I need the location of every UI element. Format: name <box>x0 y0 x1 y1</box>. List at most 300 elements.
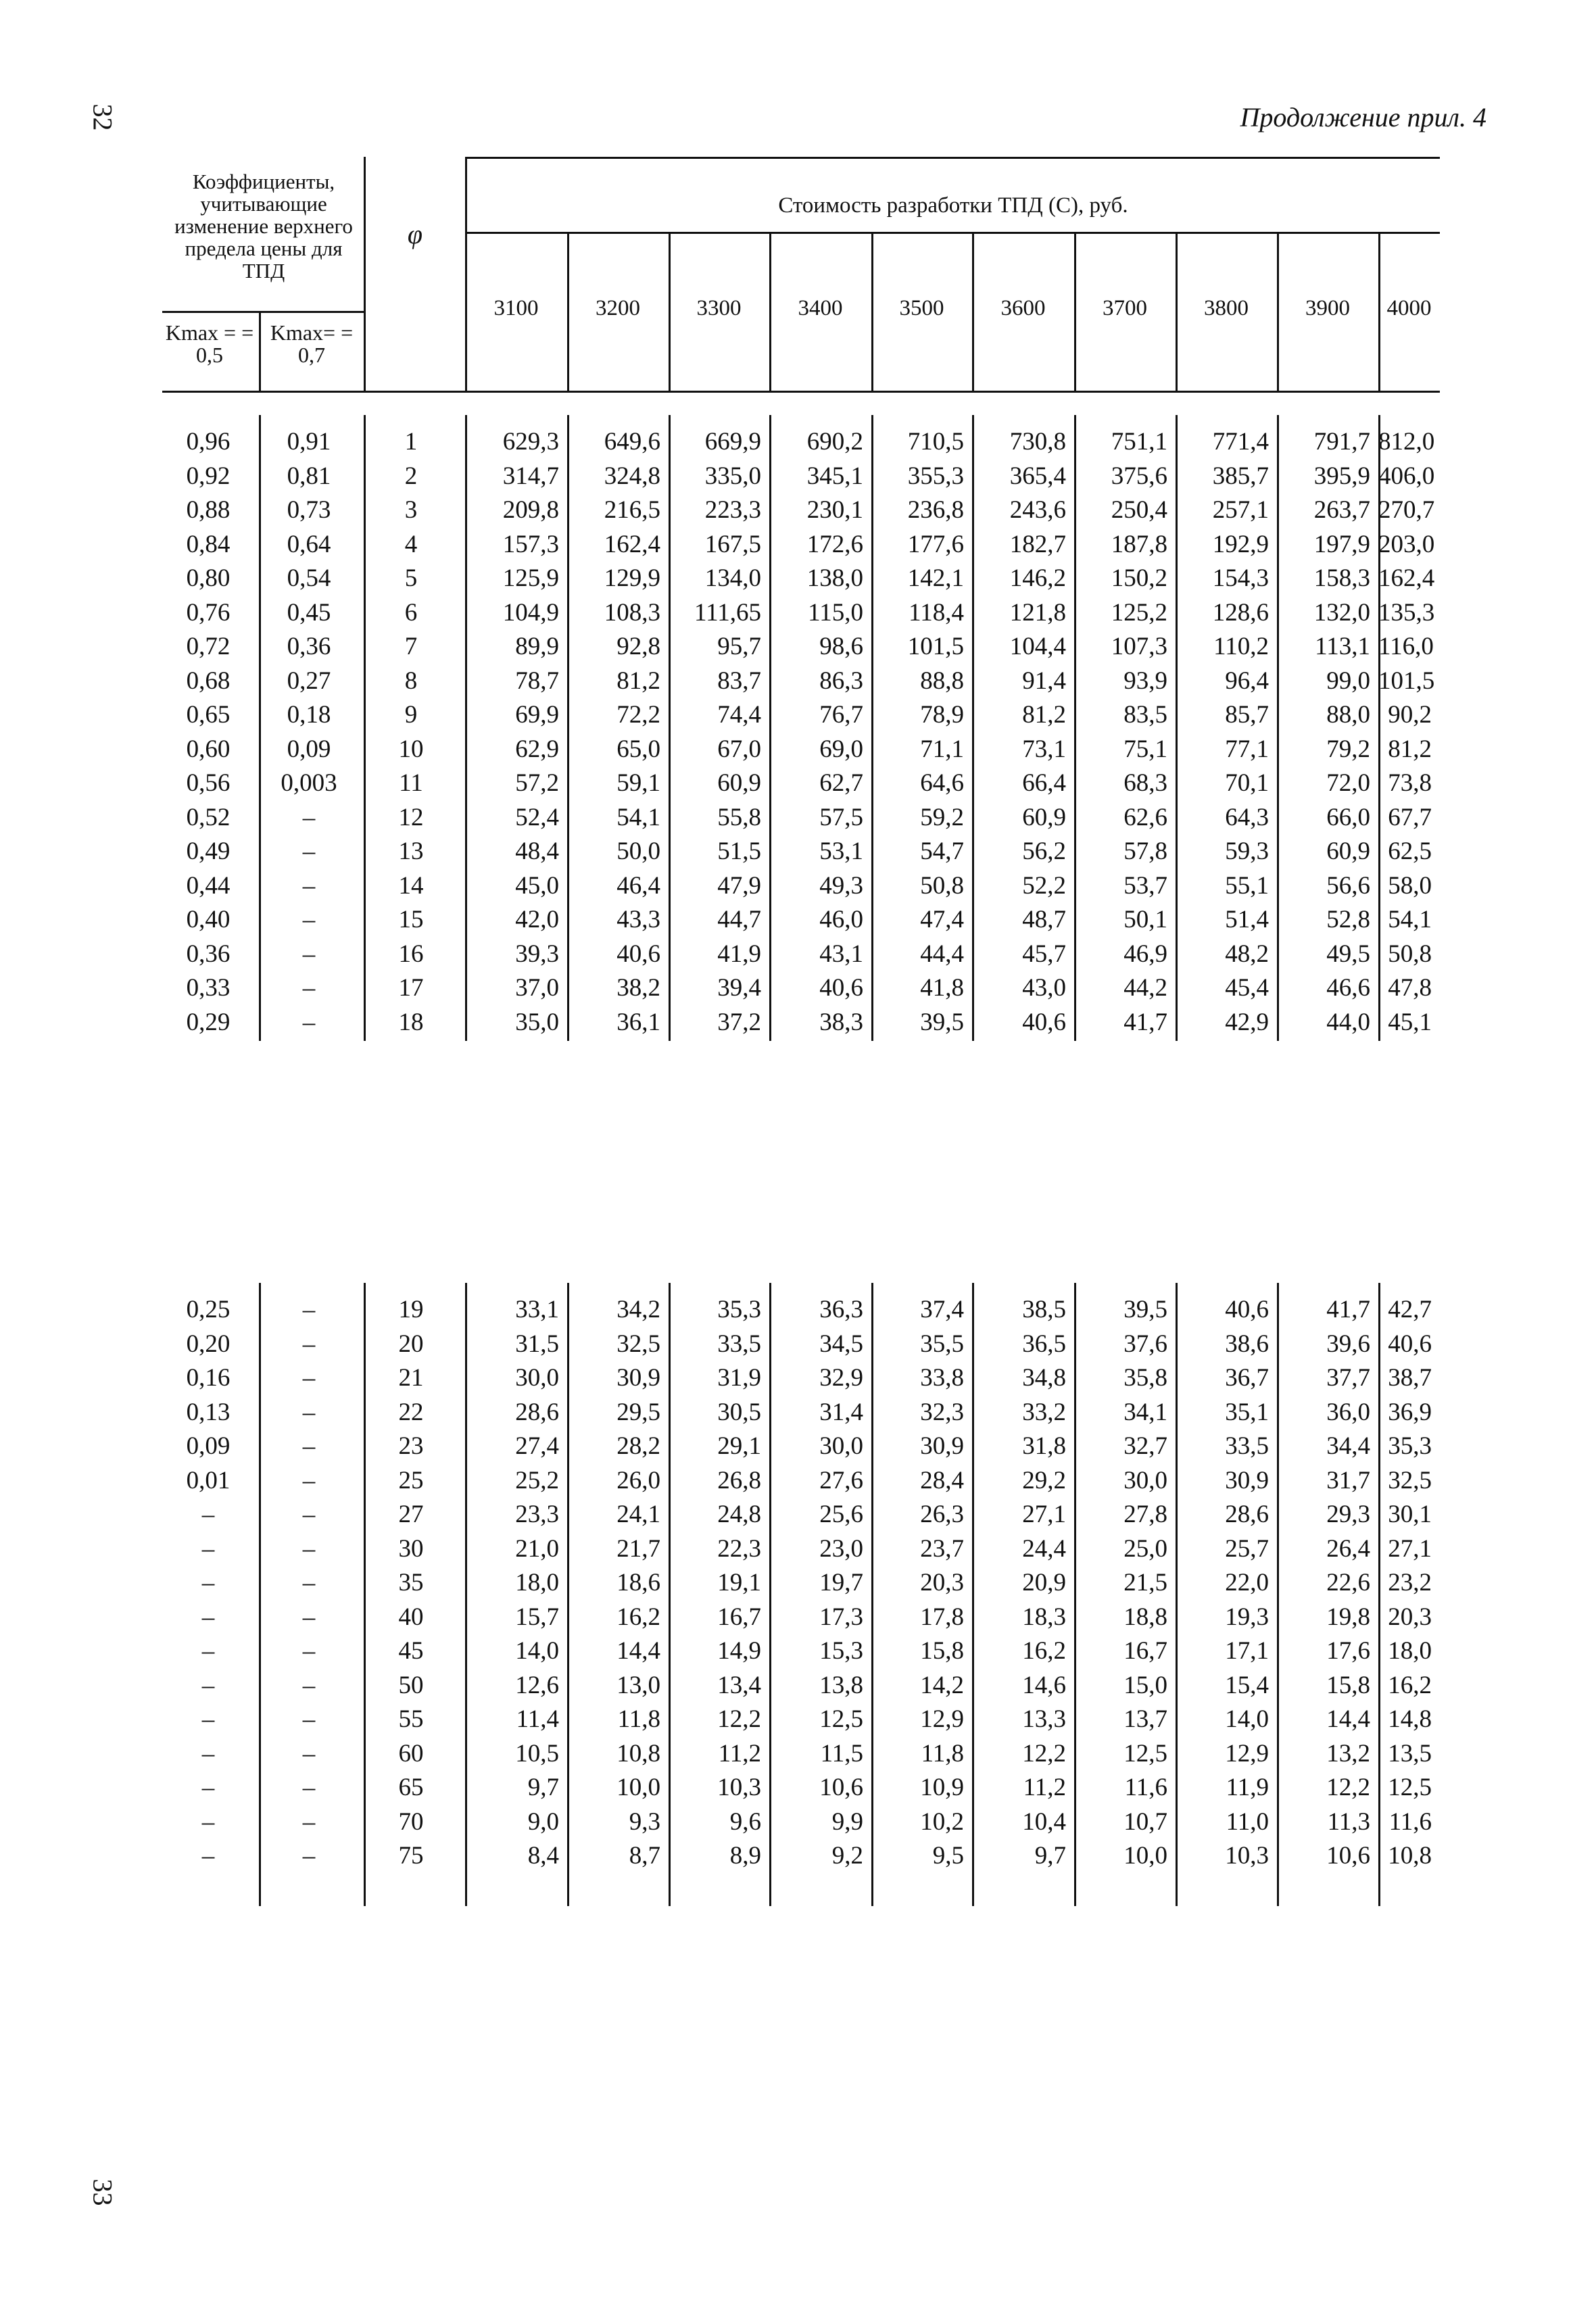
phi-cell: 65 <box>398 1774 424 1801</box>
cost-value-cell: 16,2 <box>1022 1637 1066 1665</box>
cost-value-cell: 345,1 <box>806 462 863 490</box>
cost-value-cell: 41,7 <box>1326 1296 1370 1323</box>
cost-value-cell: 33,2 <box>1022 1398 1066 1426</box>
cost-value-cell: 8,9 <box>729 1842 761 1870</box>
cost-value-cell: 46,0 <box>819 906 863 933</box>
column-rule <box>972 232 974 391</box>
cost-value-cell: 32,3 <box>920 1398 964 1426</box>
kmax-05-cell: 0,96 <box>186 428 231 456</box>
column-rule <box>259 1283 261 1906</box>
cost-value-cell: 99,0 <box>1326 666 1370 695</box>
cost-value-cell: 42,9 <box>1225 1008 1269 1036</box>
kmax-07-cell: – <box>302 940 316 968</box>
cost-value-cell: 74,4 <box>717 701 761 729</box>
cost-value-cell: 40,6 <box>616 940 660 968</box>
phi-cell: 21 <box>398 1364 424 1392</box>
cost-value-cell: 75,1 <box>1123 735 1167 763</box>
phi-cell: 6 <box>404 598 418 627</box>
cost-value-cell: 16,7 <box>717 1603 761 1631</box>
cost-value-cell: 48,7 <box>1022 906 1066 933</box>
cost-value-cell: 54,1 <box>1388 906 1432 933</box>
cost-value-cell: 125,9 <box>502 564 559 592</box>
cost-value-cell: 134,0 <box>704 564 761 592</box>
cost-value-cell: 355,3 <box>907 462 964 490</box>
phi-cell: 7 <box>404 633 418 660</box>
cost-value-cell: 108,3 <box>604 598 660 627</box>
cost-value-cell: 29,5 <box>616 1398 660 1426</box>
cost-value-cell: 182,7 <box>1009 530 1066 558</box>
cost-value-cell: 19,1 <box>717 1569 761 1597</box>
cost-value-cell: 33,1 <box>515 1296 559 1323</box>
phi-cell: 30 <box>398 1534 424 1563</box>
cost-value-cell: 20,3 <box>1388 1603 1432 1631</box>
cost-value-cell: 107,3 <box>1111 633 1167 660</box>
cost-value-cell: 730,8 <box>1009 428 1066 456</box>
cost-value-cell: 669,9 <box>704 428 761 456</box>
cost-value-cell: 150,2 <box>1111 564 1167 592</box>
cost-value-cell: 118,4 <box>909 598 964 627</box>
cost-value-cell: 216,5 <box>604 496 660 524</box>
cost-value-cell: 16,2 <box>616 1603 660 1631</box>
cost-value-cell: 27,1 <box>1388 1534 1432 1563</box>
cost-value-cell: 101,5 <box>907 633 964 660</box>
cost-value-cell: 36,0 <box>1326 1398 1370 1426</box>
cost-value-cell: 26,0 <box>616 1466 660 1494</box>
cost-value-cell: 30,0 <box>1123 1466 1167 1494</box>
cost-value-cell: 29,3 <box>1326 1501 1370 1528</box>
cost-value-cell: 13,0 <box>616 1671 660 1699</box>
cost-value-cell: 38,5 <box>1022 1296 1066 1323</box>
phi-cell: 13 <box>398 837 424 865</box>
cost-value-cell: 11,8 <box>617 1705 660 1733</box>
cost-value-cell: 83,7 <box>717 666 761 695</box>
cost-value-cell: 812,0 <box>1378 428 1435 456</box>
cost-column-header: 3400 <box>798 296 843 320</box>
cost-value-cell: 11,5 <box>820 1739 863 1768</box>
cost-value-cell: 22,3 <box>717 1534 761 1563</box>
cost-value-cell: 10,3 <box>717 1774 761 1801</box>
cost-value-cell: 40,6 <box>1225 1296 1269 1323</box>
cost-value-cell: 12,5 <box>1388 1774 1432 1801</box>
cost-value-cell: 93,9 <box>1123 666 1167 695</box>
cost-value-cell: 57,2 <box>515 769 559 797</box>
cost-value-cell: 324,8 <box>604 462 660 490</box>
cost-value-cell: 20,9 <box>1022 1569 1066 1597</box>
cost-value-cell: 30,5 <box>717 1398 761 1426</box>
kmax-05-cell: – <box>201 1807 215 1836</box>
cost-value-cell: 121,8 <box>1009 598 1066 627</box>
cost-value-cell: 177,6 <box>907 530 964 558</box>
cost-value-cell: 41,8 <box>920 974 964 1002</box>
cost-value-cell: 15,7 <box>515 1603 559 1631</box>
cost-value-cell: 73,1 <box>1022 735 1066 763</box>
cost-value-cell: 27,8 <box>1123 1501 1167 1528</box>
cost-value-cell: 12,2 <box>1326 1774 1370 1801</box>
cost-value-cell: 39,4 <box>717 974 761 1002</box>
cost-value-cell: 59,3 <box>1225 837 1269 865</box>
cost-value-cell: 50,8 <box>920 871 964 900</box>
column-rule <box>364 157 366 391</box>
cost-value-cell: 263,7 <box>1313 496 1370 524</box>
column-rule <box>259 415 261 1041</box>
cost-value-cell: 9,5 <box>932 1842 964 1870</box>
table-rule <box>465 232 1440 234</box>
phi-cell: 11 <box>399 769 423 797</box>
cost-value-cell: 18,0 <box>515 1569 559 1597</box>
cost-value-cell: 51,4 <box>1225 906 1269 933</box>
kmax-07-cell: 0,09 <box>287 735 331 763</box>
cost-value-cell: 125,2 <box>1111 598 1167 627</box>
cost-value-cell: 36,7 <box>1225 1364 1269 1392</box>
kmax-05-cell: 0,88 <box>186 496 231 524</box>
cost-value-cell: 67,0 <box>717 735 761 763</box>
cost-value-cell: 27,1 <box>1022 1501 1066 1528</box>
cost-value-cell: 314,7 <box>502 462 559 490</box>
cost-value-cell: 35,5 <box>920 1330 964 1358</box>
cost-value-cell: 26,3 <box>920 1501 964 1528</box>
cost-value-cell: 9,6 <box>729 1807 761 1836</box>
cost-value-cell: 172,6 <box>806 530 863 558</box>
cost-value-cell: 41,7 <box>1123 1008 1167 1036</box>
cost-value-cell: 14,9 <box>717 1637 761 1665</box>
cost-value-cell: 30,1 <box>1388 1501 1432 1528</box>
cost-value-cell: 22,6 <box>1326 1569 1370 1597</box>
kmax-05-cell: 0,44 <box>186 871 231 900</box>
cost-value-cell: 38,2 <box>616 974 660 1002</box>
cost-value-cell: 35,1 <box>1225 1398 1269 1426</box>
cost-value-cell: 49,3 <box>819 871 863 900</box>
kmax-07-cell: – <box>302 1774 316 1801</box>
cost-value-cell: 53,1 <box>819 837 863 865</box>
cost-value-cell: 771,4 <box>1212 428 1269 456</box>
column-rule <box>259 311 261 391</box>
cost-value-cell: 209,8 <box>502 496 559 524</box>
cost-value-cell: 72,2 <box>616 701 660 729</box>
kmax-07-cell: – <box>302 1501 316 1528</box>
cost-value-cell: 42,7 <box>1388 1296 1432 1323</box>
kmax-07-header: Kmax= = 0,7 <box>270 320 354 367</box>
cost-value-cell: 12,2 <box>717 1705 761 1733</box>
kmax-05-cell: 0,60 <box>186 735 231 763</box>
cost-value-cell: 167,5 <box>704 530 761 558</box>
cost-column-header: 3100 <box>493 296 539 320</box>
cost-value-cell: 41,9 <box>717 940 761 968</box>
kmax-07-cell: – <box>302 1466 316 1494</box>
column-rule <box>465 157 467 391</box>
kmax-05-cell: 0,76 <box>186 598 231 627</box>
cost-value-cell: 23,0 <box>819 1534 863 1563</box>
cost-value-cell: 32,5 <box>616 1330 660 1358</box>
kmax-05-cell: 0,68 <box>186 666 231 695</box>
cost-value-cell: 104,9 <box>502 598 559 627</box>
cost-value-cell: 11,3 <box>1327 1807 1370 1836</box>
cost-value-cell: 67,7 <box>1388 803 1432 831</box>
cost-value-cell: 44,7 <box>717 906 761 933</box>
phi-cell: 3 <box>404 496 418 524</box>
cost-value-cell: 64,6 <box>920 769 964 797</box>
kmax-07-cell: – <box>302 1008 316 1036</box>
cost-value-cell: 36,1 <box>616 1008 660 1036</box>
cost-value-cell: 22,0 <box>1225 1569 1269 1597</box>
cost-value-cell: 54,1 <box>616 803 660 831</box>
kmax-07-cell: 0,73 <box>287 496 331 524</box>
cost-value-cell: 17,1 <box>1225 1637 1269 1665</box>
table-rule <box>465 157 1440 159</box>
cost-value-cell: 92,8 <box>616 633 660 660</box>
cost-value-cell: 37,6 <box>1123 1330 1167 1358</box>
kmax-07-cell: – <box>302 1330 316 1358</box>
cost-value-cell: 14,4 <box>1326 1705 1370 1733</box>
cost-value-cell: 11,6 <box>1388 1807 1432 1836</box>
cost-value-cell: 236,8 <box>907 496 964 524</box>
kmax-07-cell: – <box>302 1637 316 1665</box>
kmax-05-cell: 0,92 <box>186 462 231 490</box>
cost-value-cell: 28,6 <box>515 1398 559 1426</box>
cost-value-cell: 8,7 <box>629 1842 660 1870</box>
kmax-05-cell: 0,56 <box>186 769 231 797</box>
kmax-07-cell: – <box>302 974 316 1002</box>
kmax-07-cell: – <box>302 1603 316 1631</box>
cost-value-cell: 10,5 <box>515 1739 559 1768</box>
cost-value-cell: 29,1 <box>717 1432 761 1460</box>
cost-value-cell: 44,4 <box>920 940 964 968</box>
cost-value-cell: 13,8 <box>819 1671 863 1699</box>
cost-value-cell: 39,3 <box>515 940 559 968</box>
cost-column-header: 3700 <box>1103 296 1147 320</box>
cost-value-cell: 10,0 <box>616 1774 660 1801</box>
cost-value-cell: 18,0 <box>1388 1637 1432 1665</box>
cost-value-cell: 710,5 <box>907 428 964 456</box>
kmax-07-cell: – <box>302 1569 316 1597</box>
cost-value-cell: 751,1 <box>1111 428 1167 456</box>
cost-value-cell: 13,7 <box>1123 1705 1167 1733</box>
cost-value-cell: 13,4 <box>717 1671 761 1699</box>
cost-value-cell: 157,3 <box>502 530 559 558</box>
cost-value-cell: 35,3 <box>1388 1432 1432 1460</box>
cost-value-cell: 197,9 <box>1313 530 1370 558</box>
cost-value-cell: 76,7 <box>819 701 863 729</box>
phi-cell: 60 <box>398 1739 424 1768</box>
cost-column-header: 4000 <box>1386 296 1432 320</box>
cost-value-cell: 13,3 <box>1022 1705 1066 1733</box>
phi-cell: 55 <box>398 1705 424 1733</box>
cost-value-cell: 14,2 <box>920 1671 964 1699</box>
cost-value-cell: 31,8 <box>1022 1432 1066 1460</box>
cost-value-cell: 395,9 <box>1313 462 1370 490</box>
cost-value-cell: 15,0 <box>1123 1671 1167 1699</box>
cost-value-cell: 17,3 <box>819 1603 863 1631</box>
phi-cell: 1 <box>404 428 418 456</box>
phi-cell: 23 <box>398 1432 424 1460</box>
kmax-05-cell: – <box>201 1739 215 1768</box>
cost-value-cell: 158,3 <box>1313 564 1370 592</box>
cost-value-cell: 36,9 <box>1388 1398 1432 1426</box>
cost-value-cell: 88,8 <box>920 666 964 695</box>
cost-value-cell: 9,3 <box>629 1807 660 1836</box>
cost-value-cell: 48,4 <box>515 837 559 865</box>
cost-value-cell: 34,2 <box>616 1296 660 1323</box>
cost-value-cell: 19,8 <box>1326 1603 1370 1631</box>
phi-cell: 8 <box>404 666 418 695</box>
kmax-05-cell: 0,65 <box>186 701 231 729</box>
cost-value-cell: 25,6 <box>819 1501 863 1528</box>
phi-cell: 4 <box>404 530 418 558</box>
kmax-07-cell: 0,91 <box>287 428 331 456</box>
cost-value-cell: 70,1 <box>1225 769 1269 797</box>
cost-value-cell: 385,7 <box>1212 462 1269 490</box>
kmax-05-cell: 0,80 <box>186 564 231 592</box>
kmax-05-cell: 0,36 <box>186 940 231 968</box>
cost-value-cell: 86,3 <box>819 666 863 695</box>
cost-value-cell: 10,6 <box>1326 1842 1370 1870</box>
cost-value-cell: 34,4 <box>1326 1432 1370 1460</box>
column-rule <box>364 415 366 1041</box>
cost-value-cell: 690,2 <box>806 428 863 456</box>
kmax-07-cell: – <box>302 1364 316 1392</box>
cost-value-cell: 40,6 <box>1022 1008 1066 1036</box>
cost-value-cell: 12,5 <box>819 1705 863 1733</box>
cost-value-cell: 77,1 <box>1225 735 1269 763</box>
cost-value-cell: 44,2 <box>1123 974 1167 1002</box>
cost-value-cell: 187,8 <box>1111 530 1167 558</box>
cost-value-cell: 71,1 <box>920 735 964 763</box>
cost-value-cell: 9,0 <box>527 1807 559 1836</box>
cost-value-cell: 223,3 <box>704 496 761 524</box>
cost-value-cell: 36,5 <box>1022 1330 1066 1358</box>
cost-value-cell: 37,7 <box>1326 1364 1370 1392</box>
cost-value-cell: 35,0 <box>515 1008 559 1036</box>
page-number-top: 32 <box>87 103 118 131</box>
cost-value-cell: 37,4 <box>920 1296 964 1323</box>
cost-value-cell: 57,8 <box>1123 837 1167 865</box>
kmax-07-cell: – <box>302 1842 316 1870</box>
cost-value-cell: 270,7 <box>1378 496 1435 524</box>
cost-value-cell: 14,0 <box>1225 1705 1269 1733</box>
column-rule <box>1176 232 1178 391</box>
kmax-05-cell: 0,40 <box>186 906 231 933</box>
column-rule <box>1277 232 1279 391</box>
cost-value-cell: 66,4 <box>1022 769 1066 797</box>
cost-value-cell: 15,8 <box>1326 1671 1370 1699</box>
cost-value-cell: 11,9 <box>1226 1774 1269 1801</box>
cost-value-cell: 62,9 <box>515 735 559 763</box>
cost-value-cell: 101,5 <box>1378 666 1435 695</box>
cost-value-cell: 21,5 <box>1123 1569 1167 1597</box>
cost-value-cell: 69,9 <box>515 701 559 729</box>
cost-value-cell: 335,0 <box>704 462 761 490</box>
kmax-07-cell: – <box>302 1432 316 1460</box>
phi-cell: 50 <box>398 1671 424 1699</box>
cost-value-cell: 65,0 <box>616 735 660 763</box>
cost-value-cell: 49,5 <box>1326 940 1370 968</box>
cost-value-cell: 33,5 <box>717 1330 761 1358</box>
cost-value-cell: 36,3 <box>819 1296 863 1323</box>
cost-value-cell: 32,5 <box>1388 1466 1432 1494</box>
cost-value-cell: 9,2 <box>831 1842 863 1870</box>
cost-value-cell: 72,0 <box>1326 769 1370 797</box>
cost-value-cell: 30,9 <box>616 1364 660 1392</box>
kmax-05-cell: 0,52 <box>186 803 231 831</box>
column-rule <box>1074 232 1076 391</box>
kmax-07-cell: 0,36 <box>287 633 331 660</box>
cost-value-cell: 38,7 <box>1388 1364 1432 1392</box>
phi-cell: 16 <box>398 940 424 968</box>
cost-value-cell: 16,7 <box>1123 1637 1167 1665</box>
cost-value-cell: 47,8 <box>1388 974 1432 1002</box>
cost-value-cell: 23,3 <box>515 1501 559 1528</box>
kmax-07-cell: – <box>302 1534 316 1563</box>
cost-value-cell: 14,6 <box>1022 1671 1066 1699</box>
kmax-05-cell: – <box>201 1603 215 1631</box>
page-number-bottom: 33 <box>87 2178 118 2206</box>
cost-value-cell: 142,1 <box>907 564 964 592</box>
cost-value-cell: 230,1 <box>806 496 863 524</box>
cost-value-cell: 162,4 <box>1378 564 1435 592</box>
phi-cell: 5 <box>404 564 418 592</box>
cost-value-cell: 11,2 <box>1023 1774 1066 1801</box>
cost-value-cell: 17,8 <box>920 1603 964 1631</box>
cost-value-cell: 78,9 <box>920 701 964 729</box>
cost-column-header: 3900 <box>1305 296 1350 320</box>
cost-value-cell: 51,5 <box>717 837 761 865</box>
kmax-05-cell: 0,01 <box>186 1466 231 1494</box>
cost-value-cell: 39,6 <box>1326 1330 1370 1358</box>
cost-value-cell: 115,0 <box>808 598 863 627</box>
cost-value-cell: 128,6 <box>1212 598 1269 627</box>
cost-value-cell: 62,5 <box>1388 837 1432 865</box>
cost-value-cell: 192,9 <box>1212 530 1269 558</box>
cost-value-cell: 53,7 <box>1123 871 1167 900</box>
cost-value-cell: 24,8 <box>717 1501 761 1528</box>
cost-value-cell: 12,9 <box>1225 1739 1269 1768</box>
cost-value-cell: 44,0 <box>1326 1008 1370 1036</box>
cost-column-header: 3300 <box>696 296 742 320</box>
cost-value-cell: 38,3 <box>819 1008 863 1036</box>
cost-value-cell: 62,7 <box>819 769 863 797</box>
cost-value-cell: 32,9 <box>819 1364 863 1392</box>
cost-value-cell: 35,8 <box>1123 1364 1167 1392</box>
cost-value-cell: 78,7 <box>515 666 559 695</box>
cost-value-cell: 47,9 <box>717 871 761 900</box>
cost-value-cell: 27,6 <box>819 1466 863 1494</box>
phi-cell: 18 <box>398 1008 424 1036</box>
cost-value-cell: 62,6 <box>1123 803 1167 831</box>
cost-value-cell: 13,2 <box>1326 1739 1370 1768</box>
coef-header: Коэффициенты, учитывающие изменение верхнего предела цены для ТПД <box>174 170 353 283</box>
cost-value-cell: 47,4 <box>920 906 964 933</box>
cost-value-cell: 43,0 <box>1022 974 1066 1002</box>
cost-value-cell: 116,0 <box>1378 633 1434 660</box>
cost-value-cell: 56,2 <box>1022 837 1066 865</box>
cost-value-cell: 39,5 <box>1123 1296 1167 1323</box>
kmax-07-cell: – <box>302 803 316 831</box>
phi-cell: 27 <box>398 1501 424 1528</box>
cost-value-cell: 55,1 <box>1225 871 1269 900</box>
kmax-05-cell: – <box>201 1637 215 1665</box>
kmax-05-cell: 0,20 <box>186 1330 231 1358</box>
cost-value-cell: 25,2 <box>515 1466 559 1494</box>
cost-value-cell: 11,8 <box>921 1739 964 1768</box>
cost-value-cell: 18,6 <box>616 1569 660 1597</box>
column-rule <box>669 232 671 391</box>
cost-value-cell: 365,4 <box>1009 462 1066 490</box>
cost-value-cell: 39,5 <box>920 1008 964 1036</box>
kmax-07-cell: 0,81 <box>287 462 331 490</box>
cost-value-cell: 40,6 <box>819 974 863 1002</box>
kmax-05-cell: – <box>201 1671 215 1699</box>
cost-value-cell: 59,1 <box>616 769 660 797</box>
kmax-05-cell: 0,09 <box>186 1432 231 1460</box>
